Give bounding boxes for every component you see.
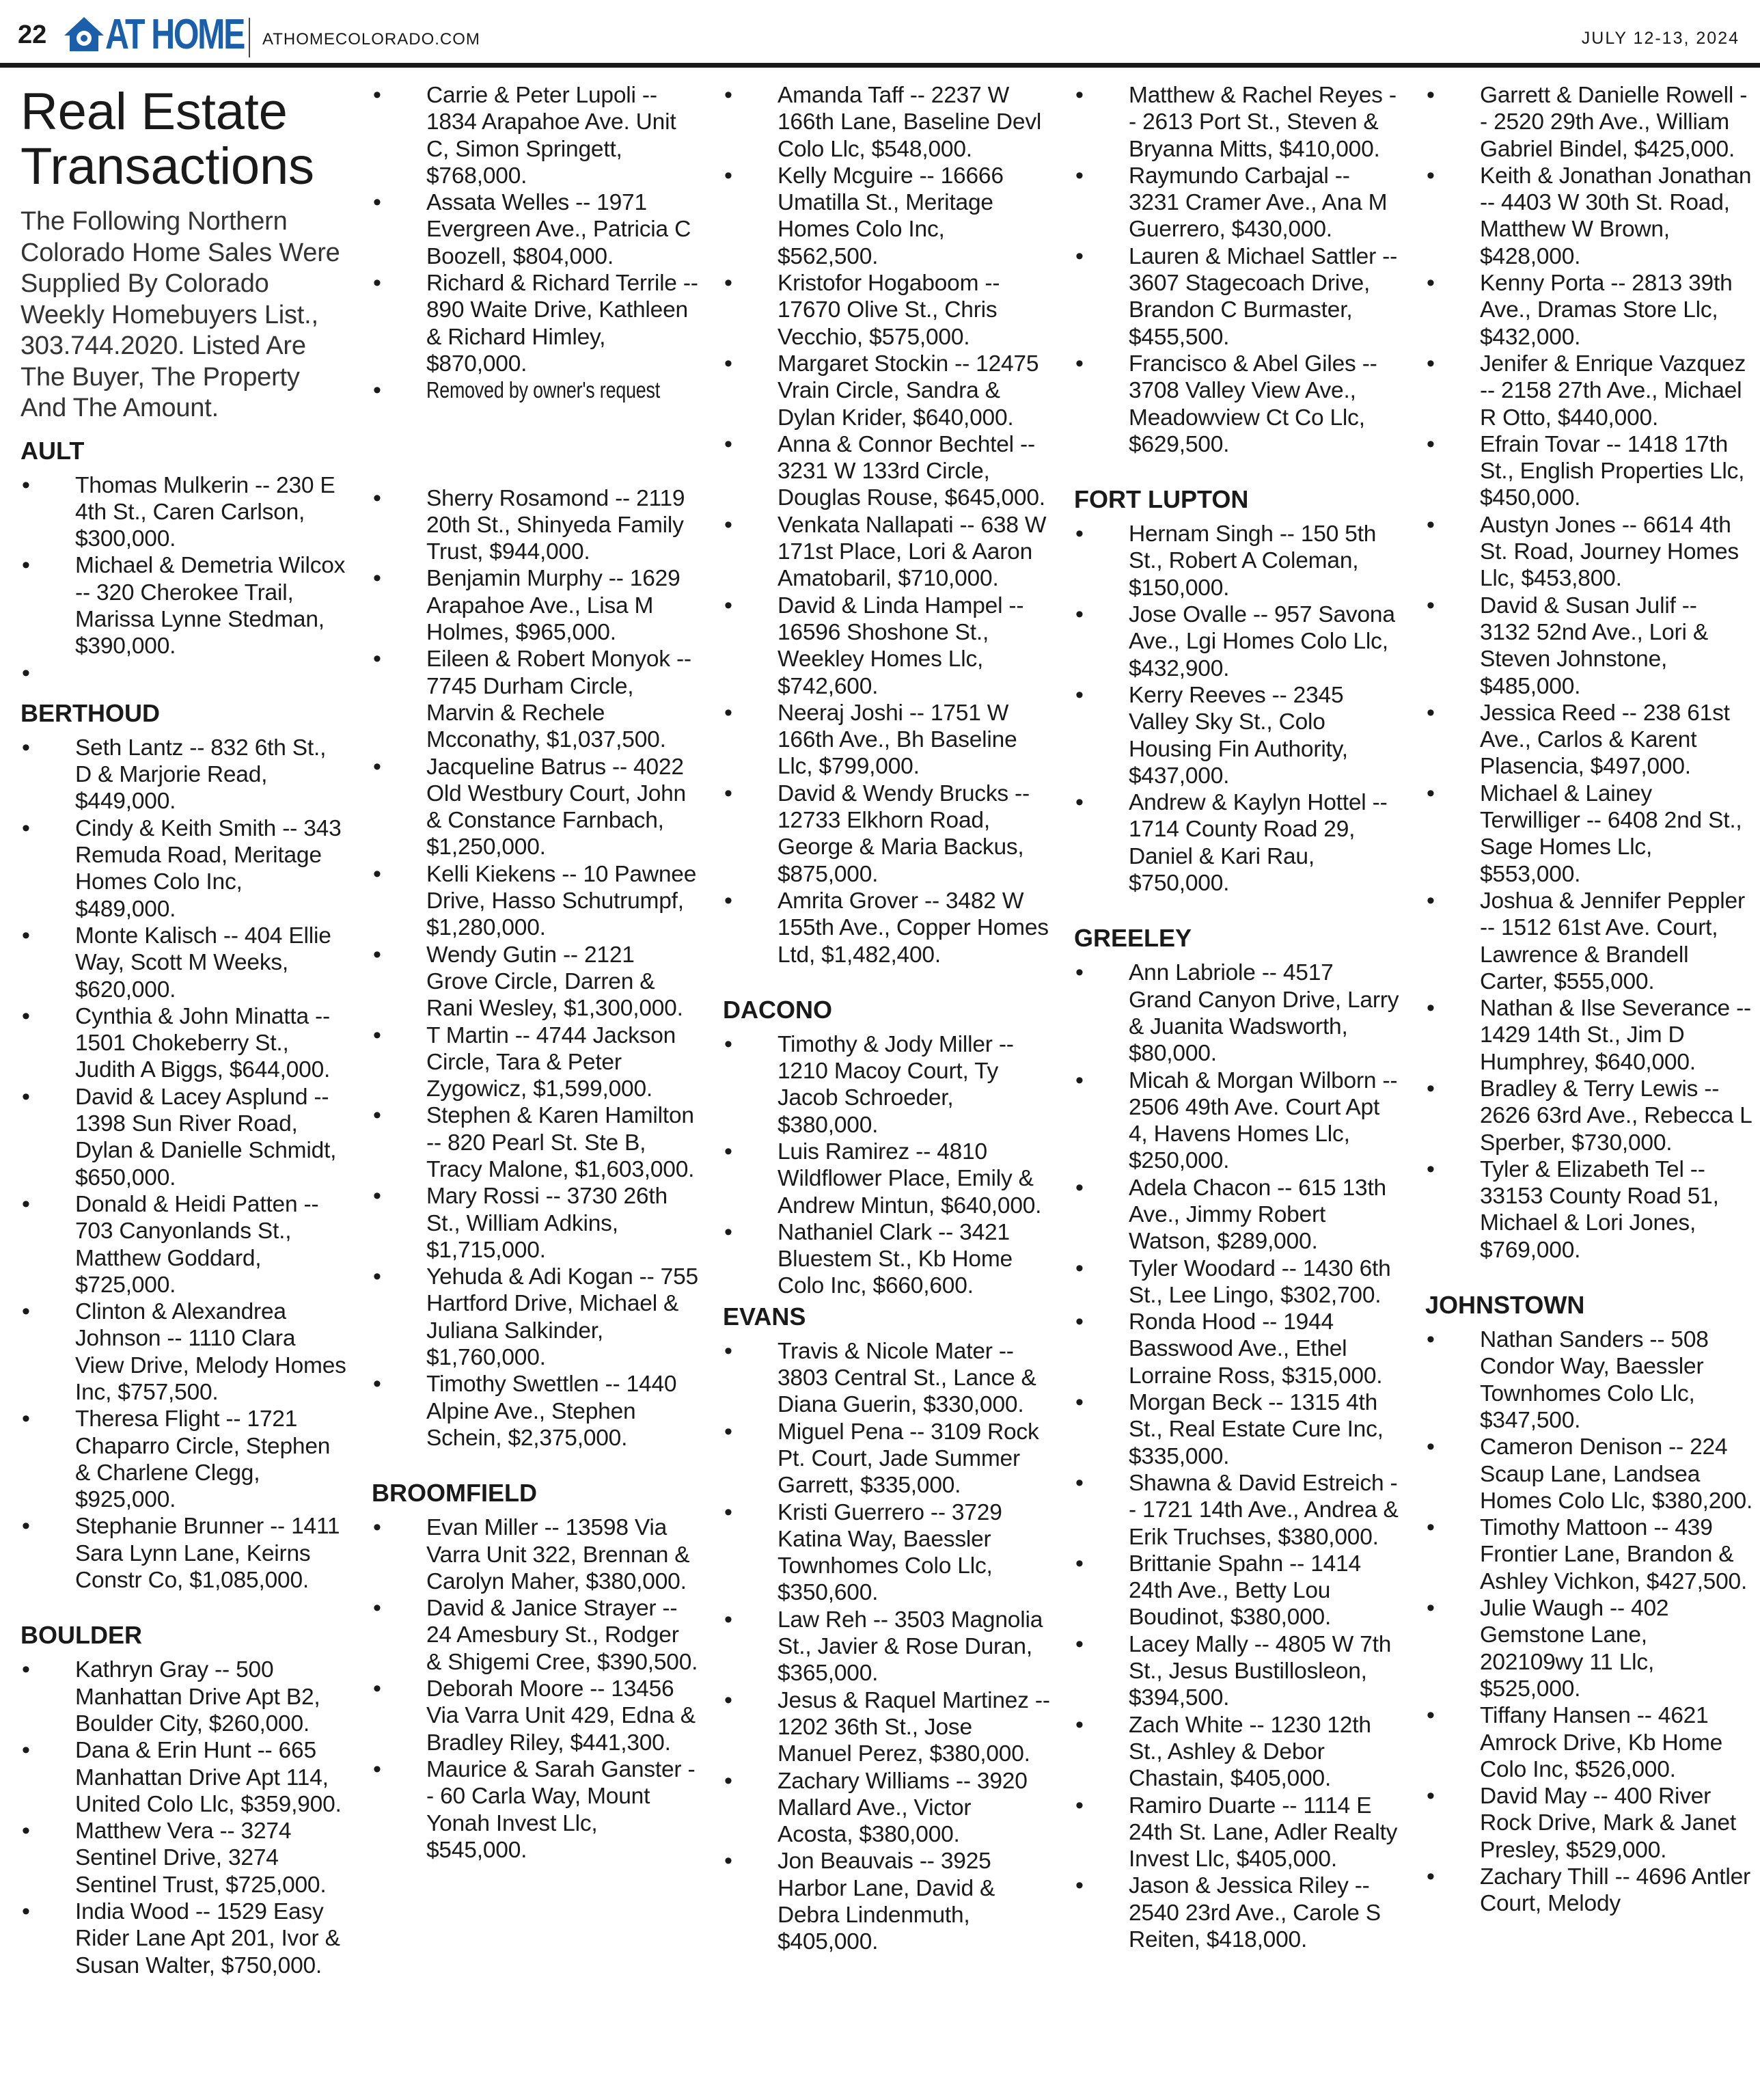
list-item: • Timothy Swettlen -- 1440 Alpine Ave., Stephen Schein, $2,375,000. (372, 1371, 700, 1451)
list-item: • Kenny Porta -- 2813 39th Ave., Dramas Store Llc, $432,000. (1425, 270, 1753, 351)
page-number: 22 (18, 21, 47, 49)
site-url: ATHOMECOLORADO.COM (262, 30, 480, 49)
list-item: • T Martin -- 4744 Jackson Circle, Tara & Peter Zygowicz, $1,599,000. (372, 1022, 700, 1103)
list-item: • Zach White -- 1230 12th St., Ashley & Debor Chastain, $405,000. (1074, 1712, 1402, 1792)
page-header (0, 0, 1760, 63)
list-item: • David May -- 400 River Rock Drive, Mark & Janet Presley, $529,000. (1425, 1783, 1753, 1864)
list-item: • Thomas Mulkerin -- 230 E 4th St., Caren Carlson, $300,000. (20, 472, 348, 553)
list-item: • Cynthia & John Minatta -- 1501 Chokeberry St., Judith A Biggs, $644,000. (20, 1003, 348, 1084)
list-item: • Kelly Mcguire -- 16666 Umatilla St., Meritage Homes Colo Inc, $562,500. (723, 163, 1051, 270)
list-item: • Jenifer & Enrique Vazquez -- 2158 27th Ave., Michael R Otto, $440,000. (1425, 351, 1753, 431)
list-item: • Jacqueline Batrus -- 4022 Old Westbury Court, John & Constance Farnbach, $1,250,000. (372, 754, 700, 861)
list-item: • Timothy & Jody Miller -- 1210 Macoy Court, Ty Jacob Schroeder, $380,000. (723, 1031, 1051, 1138)
list-item: • David & Wendy Brucks -- 12733 Elkhorn Road, George & Maria Backus, $875,000. (723, 780, 1051, 888)
list-item: • Jose Ovalle -- 957 Savona Ave., Lgi Homes Colo Llc, $432,900. (1074, 601, 1402, 682)
city-heading-dacono: DACONO (723, 995, 832, 1024)
list-item: • Jon Beauvais -- 3925 Harbor Lane, David & Debra Lindenmuth, $405,000. (723, 1848, 1051, 1955)
list-item: • Dana & Erin Hunt -- 665 Manhattan Drive Apt 114, United Colo Llc, $359,900. (20, 1737, 348, 1818)
list-item: • Law Reh -- 3503 Magnolia St., Javier & Rose Duran, $365,000. (723, 1607, 1051, 1687)
list-item: • Tyler Woodard -- 1430 6th St., Lee Lingo, $302,700. (1074, 1255, 1402, 1309)
list-item: • Francisco & Abel Giles -- 3708 Valley View Ave., Meadowview Ct Co Llc, $629,500. (1074, 351, 1402, 458)
list-item: • David & Susan Julif -- 3132 52nd Ave., Lori & Steven Johnstone, $485,000. (1425, 592, 1753, 700)
list-item: • Tiffany Hansen -- 4621 Amrock Drive, Kb Home Colo Inc, $526,000. (1425, 1702, 1753, 1783)
list-item: • Kristofor Hogaboom -- 17670 Olive St., Chris Vecchio, $575,000. (723, 270, 1051, 351)
list-item: • Anna & Connor Bechtel -- 3231 W 133rd Circle, Douglas Rouse, $645,000. (723, 431, 1051, 512)
list-item: • Jessica Reed -- 238 61st Ave., Carlos & Karent Plasencia, $497,000. (1425, 700, 1753, 780)
evans-list-part-2 (1074, 82, 1402, 458)
list-item: • Luis Ramirez -- 4810 Wildflower Place, Emily & Andrew Mintun, $640,000. (723, 1138, 1051, 1219)
list-item: • Adela Chacon -- 615 13th Ave., Jimmy Robert Watson, $289,000. (1074, 1175, 1402, 1255)
list-item: • Michael & Lainey Terwilliger -- 6408 2nd St., Sage Homes Llc, $553,000. (1425, 780, 1753, 888)
broomfield-list-part-2 (723, 82, 1051, 968)
list-item: • Mary Rossi -- 3730 26th St., William Adkins, $1,715,000. (372, 1183, 700, 1264)
list-item: • Morgan Beck -- 1315 4th St., Real Estate Cure Inc, $335,000. (1074, 1389, 1402, 1470)
list-item: • Cindy & Keith Smith -- 343 Remuda Road, Meritage Homes Colo Inc, $489,000. (20, 815, 348, 923)
list-item: • Assata Welles -- 1971 Evergreen Ave., Patricia C Boozell, $804,000. (372, 189, 700, 270)
list-item-removed (372, 377, 700, 404)
list-item: • Lauren & Michael Sattler -- 3607 Stagecoach Drive, Brandon C Burmaster, $455,500. (1074, 243, 1402, 351)
list-item: • Jesus & Raquel Martinez -- 1202 36th St., Jose Manuel Perez, $380,000. (723, 1687, 1051, 1768)
fort-lupton-list (1074, 521, 1402, 897)
list-item: • Amanda Taff -- 2237 W 166th Lane, Baseline Devl Colo Llc, $548,000. (723, 82, 1051, 163)
list-item: • Jason & Jessica Riley -- 2540 23rd Ave., Carole S Reiten, $418,000. (1074, 1872, 1402, 1953)
list-item: • Maurice & Sarah Ganster -- 60 Carla Way, Mount Yonah Invest Llc, $545,000. (372, 1756, 700, 1864)
list-item: • Benjamin Murphy -- 1629 Arapahoe Ave., Lisa M Holmes, $965,000. (372, 565, 700, 646)
list-item: • Michael & Demetria Wilcox -- 320 Cherokee Trail, Marissa Lynne Stedman, $390,000. (20, 552, 348, 659)
boulder-list-part-1 (20, 1656, 348, 1979)
list-item: • Clinton & Alexandrea Johnson -- 1110 Clara View Drive, Melody Homes Inc, $757,500. (20, 1298, 348, 1406)
article-title (20, 85, 348, 194)
list-item: • Ann Labriole -- 4517 Grand Canyon Drive, Larry & Juanita Wadsworth, $80,000. (1074, 959, 1402, 1067)
list-item: • Julie Waugh -- 402 Gemstone Lane, 202109wy 11 Llc, $525,000. (1425, 1595, 1753, 1702)
list-item: • Neeraj Joshi -- 1751 W 166th Ave., Bh Baseline Llc, $799,000. (723, 700, 1051, 780)
list-item: • Miguel Pena -- 3109 Rock Pt. Court, Jade Summer Garrett, $335,000. (723, 1419, 1051, 1499)
list-item: • Richard & Richard Terrile -- 890 Waite Drive, Kathleen & Richard Himley, $870,000. (372, 270, 700, 377)
list-item: • Andrew & Kaylyn Hottel -- 1714 County Road 29, Daniel & Kari Rau, $750,000. (1074, 789, 1402, 897)
list-item: • Eileen & Robert Monyok -- 7745 Durham Circle, Marvin & Rechele Mcconathy, $1,037,500. (372, 646, 700, 753)
city-heading-berthoud: BERTHOUD (20, 698, 160, 727)
list-item: • Joshua & Jennifer Peppler -- 1512 61st Ave. Court, Lawrence & Brandell Carter, $555,000. (1425, 888, 1753, 995)
city-heading-evans: EVANS (723, 1302, 806, 1331)
list-item: • Tyler & Elizabeth Tel -- 33153 County Road 51, Michael & Lori Jones, $769,000. (1425, 1156, 1753, 1264)
header-rule (0, 63, 1760, 68)
list-item: • Matthew Vera -- 3274 Sentinel Drive, 3274 Sentinel Trust, $725,000. (20, 1818, 348, 1898)
list-item: • Kathryn Gray -- 500 Manhattan Drive Apt B2, Boulder City, $260,000. (20, 1656, 348, 1737)
list-item: • Venkata Nallapati -- 638 W 171st Place, Lori & Aaron Amatobaril, $710,000. (723, 512, 1051, 592)
list-item: • Kerry Reeves -- 2345 Valley Sky St., Colo Housing Fin Authority, $437,000. (1074, 682, 1402, 789)
boulder-list-part-2 (372, 82, 700, 405)
column-3 (723, 82, 1051, 1956)
list-item: • Carrie & Peter Lupoli -- 1834 Arapahoe Ave. Unit C, Simon Springett, $768,000. (372, 82, 700, 189)
column-5 (1425, 82, 1753, 1918)
house-icon (63, 15, 105, 53)
list-item: • Theresa Flight -- 1721 Chaparro Circle, Stephen & Charlene Clegg, $925,000. (20, 1406, 348, 1513)
list-item: • Kristi Guerrero -- 3729 Katina Way, Baessler Townhomes Colo Llc, $350,600. (723, 1499, 1051, 1607)
list-item: • Lacey Mally -- 4805 W 7th St., Jesus Bustillosleon, $394,500. (1074, 1631, 1402, 1712)
broomfield-list-part-1 (372, 1514, 700, 1864)
city-heading-boulder: BOULDER (20, 1621, 142, 1650)
list-item: • Matthew & Rachel Reyes -- 2613 Port St., Steven & Bryanna Mitts, $410,000. (1074, 82, 1402, 163)
article-title-line-2: Transactions (20, 137, 314, 195)
list-item: • David & Linda Hampel -- 16596 Shoshone St., Weekley Homes Llc, $742,600. (723, 592, 1051, 700)
list-item: • Austyn Jones -- 6614 4th St. Road, Journey Homes Llc, $453,800. (1425, 512, 1753, 592)
list-item: • Sherry Rosamond -- 2119 20th St., Shinyeda Family Trust, $944,000. (372, 485, 700, 566)
list-item: • Bradley & Terry Lewis -- 2626 63rd Ave., Rebecca L Sperber, $730,000. (1425, 1076, 1753, 1156)
list-item: • India Wood -- 1529 Easy Rider Lane Apt 201, Ivor & Susan Walter, $750,000. (20, 1898, 348, 1979)
city-heading-fort-lupton: FORT LUPTON (1074, 485, 1249, 514)
article-title-line-1: Real Estate (20, 83, 288, 141)
list-item: • David & Lacey Asplund -- 1398 Sun River Road, Dylan & Danielle Schmidt, $650,000. (20, 1084, 348, 1191)
list-item: • Zachary Williams -- 3920 Mallard Ave., Victor Acosta, $380,000. (723, 1768, 1051, 1849)
list-item: • Travis & Nicole Mater -- 3803 Central St., Lance & Diana Guerin, $330,000. (723, 1338, 1051, 1419)
list-item: • Seth Lantz -- 832 6th St., D & Marjorie Read, $449,000. (20, 735, 348, 815)
list-item: • Garrett & Danielle Rowell -- 2520 29th Ave., William Gabriel Bindel, $425,000. (1425, 82, 1753, 163)
list-item-empty (20, 660, 348, 687)
city-heading-greeley: GREELEY (1074, 924, 1192, 953)
list-item: • Donald & Heidi Patten -- 703 Canyonlands St., Matthew Goddard, $725,000. (20, 1191, 348, 1298)
list-item: • Stephen & Karen Hamilton -- 820 Pearl St. Ste B, Tracy Malone, $1,603,000. (372, 1102, 700, 1183)
list-item: • Deborah Moore -- 13456 Via Varra Unit 429, Edna & Bradley Riley, $441,300. (372, 1676, 700, 1756)
list-item: • Efrain Tovar -- 1418 17th St., English Properties Llc, $450,000. (1425, 431, 1753, 512)
list-item: • Monte Kalisch -- 404 Ellie Way, Scott M Weeks, $620,000. (20, 923, 348, 1003)
list-item: • Zachary Thill -- 4696 Antler Court, Melody (1425, 1864, 1753, 1918)
list-item: • Nathaniel Clark -- 3421 Bluestem St., Kb Home Colo Inc, $660,600. (723, 1219, 1051, 1300)
list-item: • Raymundo Carbajal -- 3231 Cramer Ave., Ana M Guerrero, $430,000. (1074, 163, 1402, 243)
berthoud-list (20, 735, 348, 1594)
list-item: • David & Janice Strayer -- 24 Amesbury St., Rodger & Shigemi Cree, $390,500. (372, 1595, 700, 1676)
boulder-list-part-3 (372, 485, 700, 1452)
list-item: • Stephanie Brunner -- 1411 Sara Lynn Lane, Keirns Constr Co, $1,085,000. (20, 1513, 348, 1594)
list-item: • Ronda Hood -- 1944 Basswood Ave., Ethel Lorraine Ross, $315,000. (1074, 1309, 1402, 1389)
list-item: • Evan Miller -- 13598 Via Varra Unit 322, Brennan & Carolyn Maher, $380,000. (372, 1514, 700, 1595)
city-heading-ault: AULT (20, 436, 85, 465)
list-item: • Brittanie Spahn -- 1414 24th Ave., Betty Lou Boudinot, $380,000. (1074, 1551, 1402, 1631)
logo-wordmark: AT HOME (105, 10, 245, 58)
removed-notice: Removed by owner's request (426, 378, 661, 404)
list-item: • Kelli Kiekens -- 10 Pawnee Drive, Hasso Schutrumpf, $1,280,000. (372, 861, 700, 942)
column-4 (1074, 82, 1402, 1953)
greeley-list-part-1 (1074, 959, 1402, 1953)
list-item: • Shawna & David Estreich -- 1721 14th Ave., Andrea & Erik Truchses, $380,000. (1074, 1470, 1402, 1551)
list-item: • Margaret Stockin -- 12475 Vrain Circle, Sandra & Dylan Krider, $640,000. (723, 351, 1051, 431)
list-item: • Yehuda & Adi Kogan -- 755 Hartford Drive, Michael & Juliana Salkinder, $1,760,000. (372, 1264, 700, 1371)
city-heading-broomfield: BROOMFIELD (372, 1479, 537, 1508)
greeley-list-part-2 (1425, 82, 1753, 1264)
list-item: • Amrita Grover -- 3482 W 155th Ave., Copper Homes Ltd, $1,482,400. (723, 888, 1051, 968)
list-item: • Micah & Morgan Wilborn -- 2506 49th Ave. Court Apt 4, Havens Homes Llc, $250,000. (1074, 1067, 1402, 1175)
column-1 (20, 82, 348, 1979)
list-item: • Hernam Singh -- 150 5th St., Robert A Coleman, $150,000. (1074, 521, 1402, 601)
column-2 (372, 82, 700, 1864)
list-item: • Nathan & Ilse Severance -- 1429 14th St., Jim D Humphrey, $640,000. (1425, 995, 1753, 1076)
list-item: • Timothy Mattoon -- 439 Frontier Lane, Brandon & Ashley Vichkon, $427,500. (1425, 1514, 1753, 1595)
evans-list-part-1 (723, 1338, 1051, 1956)
johnstown-list (1425, 1326, 1753, 1918)
city-heading-johnstown: JOHNSTOWN (1425, 1291, 1585, 1320)
blank-space (372, 405, 700, 485)
issue-date: JULY 12-13, 2024 (1581, 29, 1740, 48)
list-item: • Nathan Sanders -- 508 Condor Way, Baessler Townhomes Colo Llc, $347,500. (1425, 1326, 1753, 1434)
dacono-list (723, 1031, 1051, 1300)
article-intro: The Following Northern Colorado Home Sales Were Supplied By Colorado Weekly Homebuyers List., 303.744.2020. Listed Are The Buyer, The Property And The Amount. (20, 207, 340, 422)
ault-list (20, 472, 348, 687)
list-item: • Cameron Denison -- 224 Scaup Lane, Landsea Homes Colo Llc, $380,200. (1425, 1434, 1753, 1514)
header-divider (249, 18, 250, 57)
list-item: • Wendy Gutin -- 2121 Grove Circle, Darren & Rani Wesley, $1,300,000. (372, 942, 700, 1022)
list-item: • Ramiro Duarte -- 1114 E 24th St. Lane, Adler Realty Invest Llc, $405,000. (1074, 1792, 1402, 1873)
list-item: • Keith & Jonathan Jonathan -- 4403 W 30th St. Road, Matthew W Brown, $428,000. (1425, 163, 1753, 270)
